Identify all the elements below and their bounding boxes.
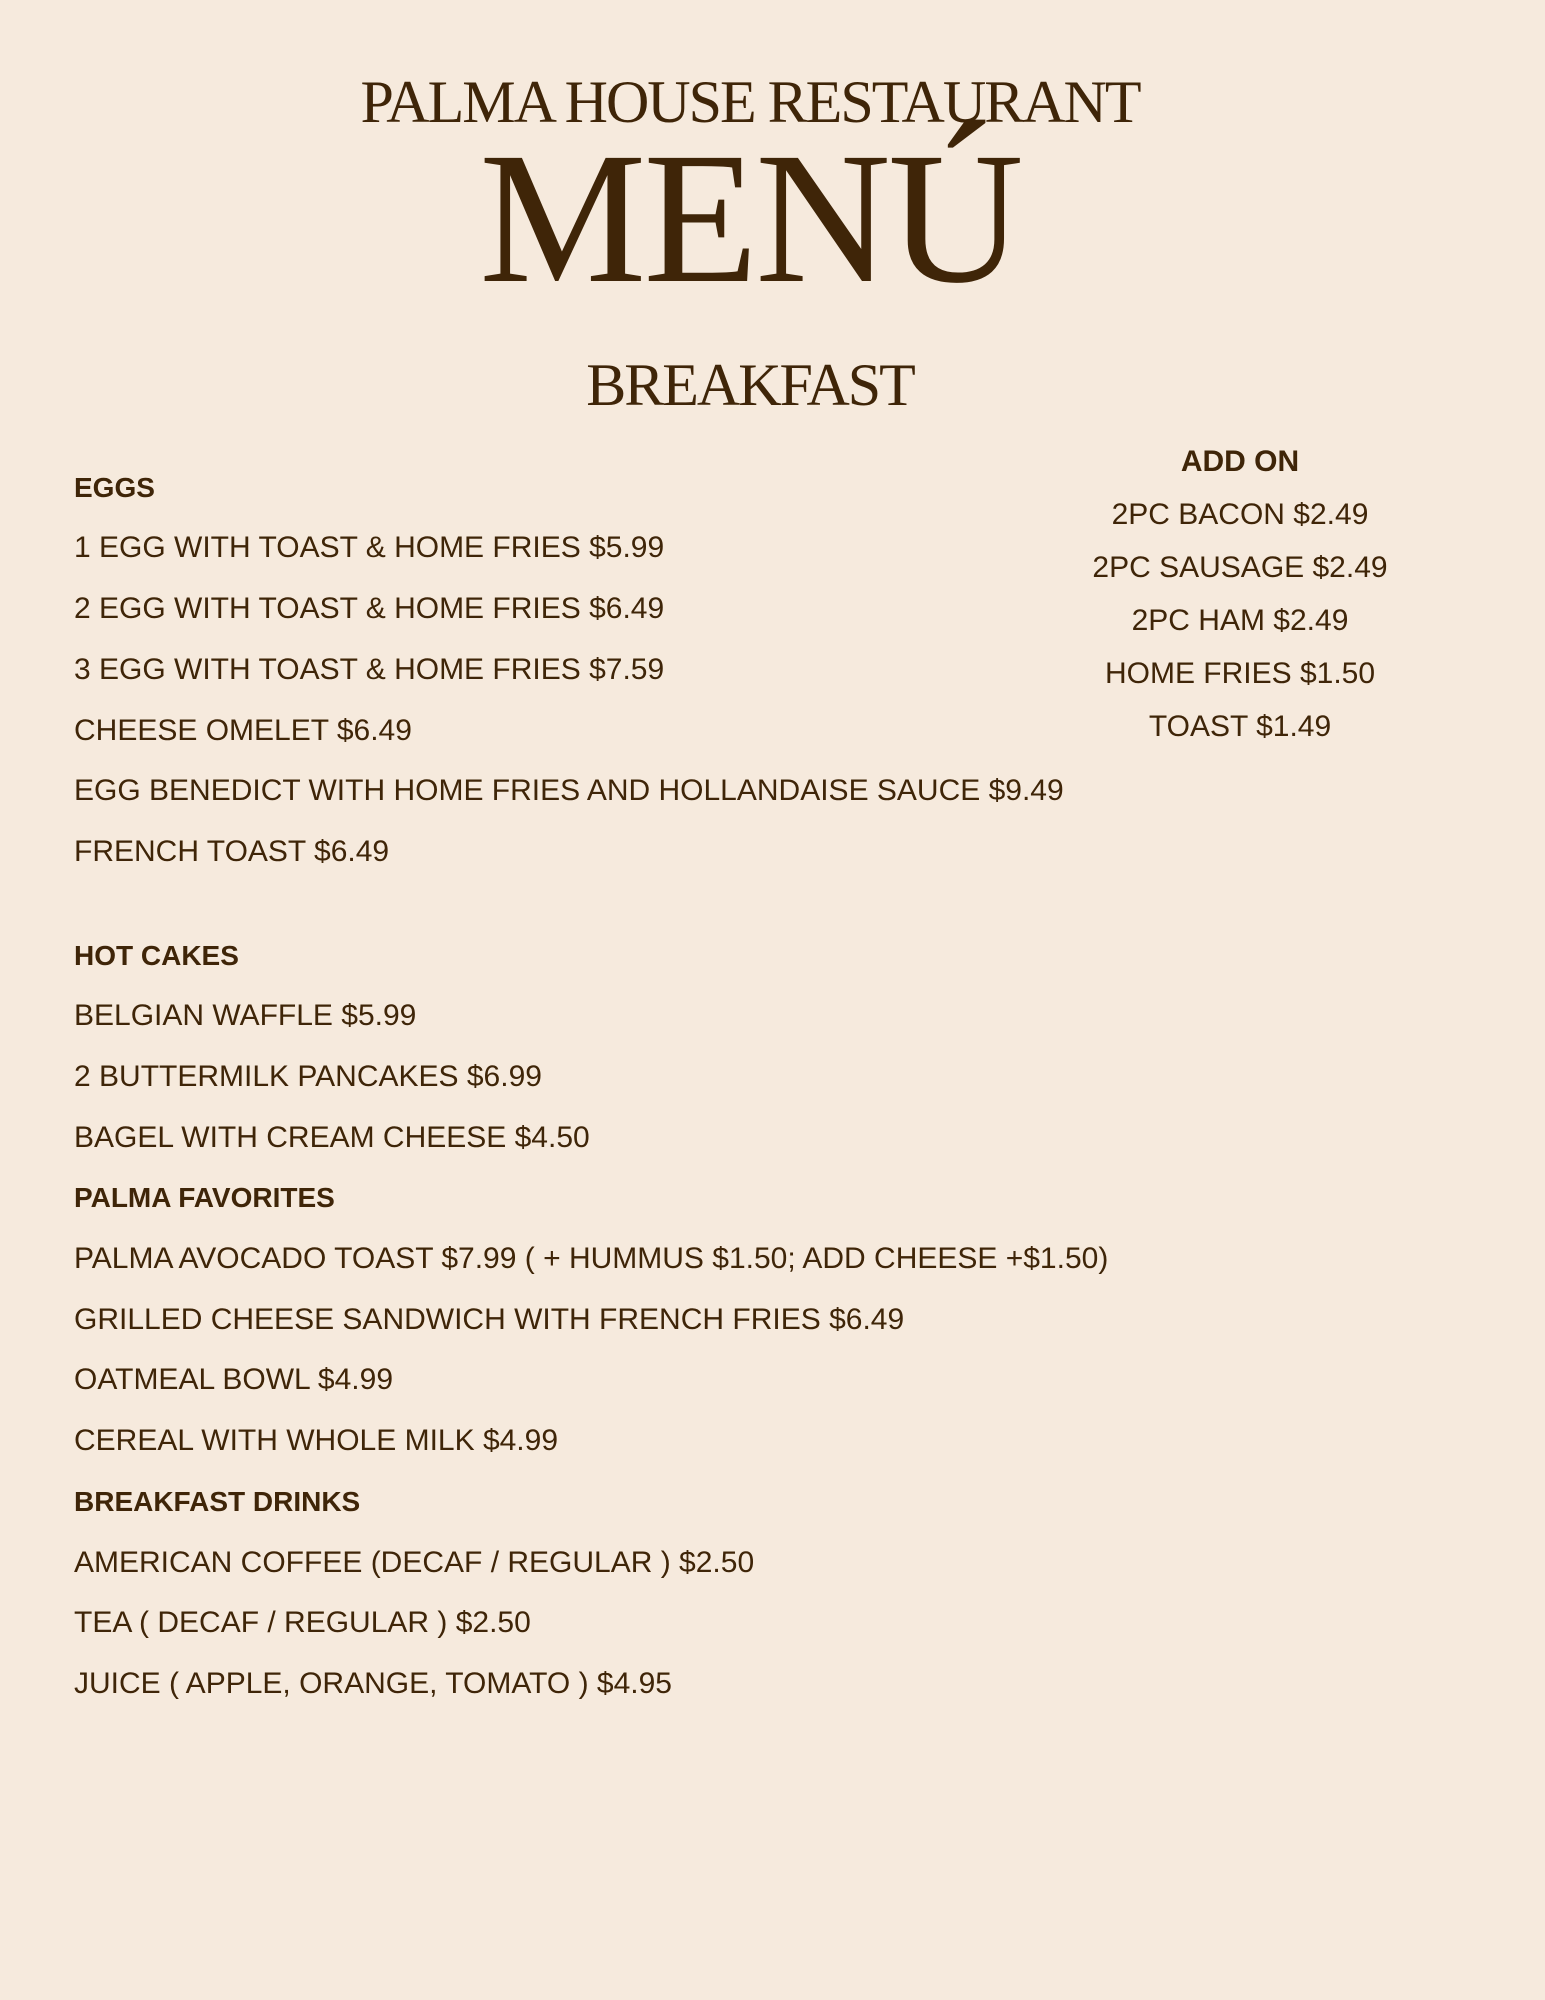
menu-item: 2 BUTTERMILK PANCAKES $6.99 xyxy=(74,1060,542,1093)
eggs-heading: EGGS xyxy=(74,472,155,503)
menu-item: EGG BENEDICT WITH HOME FRIES AND HOLLANDAISE SAUCE $9.49 xyxy=(74,774,1064,807)
menu-item: GRILLED CHEESE SANDWICH WITH FRENCH FRIES $6.49 xyxy=(74,1303,905,1336)
restaurant-name: PALMA HOUSE RESTAURANT xyxy=(360,69,1140,135)
palma-favorites-heading: PALMA FAVORITES xyxy=(74,1182,335,1213)
menu-item: AMERICAN COFFEE (DECAF / REGULAR ) $2.50 xyxy=(74,1546,755,1579)
menu-title: MENÚ xyxy=(479,113,1021,322)
add-on-item: 2PC HAM $2.49 xyxy=(1131,604,1349,637)
menu-item: FRENCH TOAST $6.49 xyxy=(74,835,390,868)
menu-item: CHEESE OMELET $6.49 xyxy=(74,714,412,747)
breakfast-drinks-heading: BREAKFAST DRINKS xyxy=(74,1486,361,1517)
breakfast-title: BREAKFAST xyxy=(586,352,914,418)
add-on-item: 2PC BACON $2.49 xyxy=(1111,498,1369,531)
add-on-item: TOAST $1.49 xyxy=(1148,710,1332,743)
add-on-item: HOME FRIES $1.50 xyxy=(1104,657,1376,690)
menu-item: BAGEL WITH CREAM CHEESE $4.50 xyxy=(74,1121,590,1154)
menu-item: JUICE ( APPLE, ORANGE, TOMATO ) $4.95 xyxy=(74,1667,672,1700)
add-on-item: 2PC SAUSAGE $2.49 xyxy=(1092,551,1388,584)
menu-item: PALMA AVOCADO TOAST $7.99 ( + HUMMUS $1.50; ADD CHEESE +$1.50) xyxy=(74,1242,1109,1275)
menu-item: 1 EGG WITH TOAST & HOME FRIES $5.99 xyxy=(74,531,665,564)
hot-cakes-heading: HOT CAKES xyxy=(74,940,239,971)
menu-item: OATMEAL BOWL $4.99 xyxy=(74,1363,393,1396)
add-on-heading: ADD ON xyxy=(1180,445,1300,478)
menu-item: TEA ( DECAF / REGULAR ) $2.50 xyxy=(74,1606,531,1639)
menu-item: CEREAL WITH WHOLE MILK $4.99 xyxy=(74,1424,559,1457)
menu-item: BELGIAN WAFFLE $5.99 xyxy=(74,999,417,1032)
menu-item: 3 EGG WITH TOAST & HOME FRIES $7.59 xyxy=(74,653,665,686)
menu-item: 2 EGG WITH TOAST & HOME FRIES $6.49 xyxy=(74,592,665,625)
